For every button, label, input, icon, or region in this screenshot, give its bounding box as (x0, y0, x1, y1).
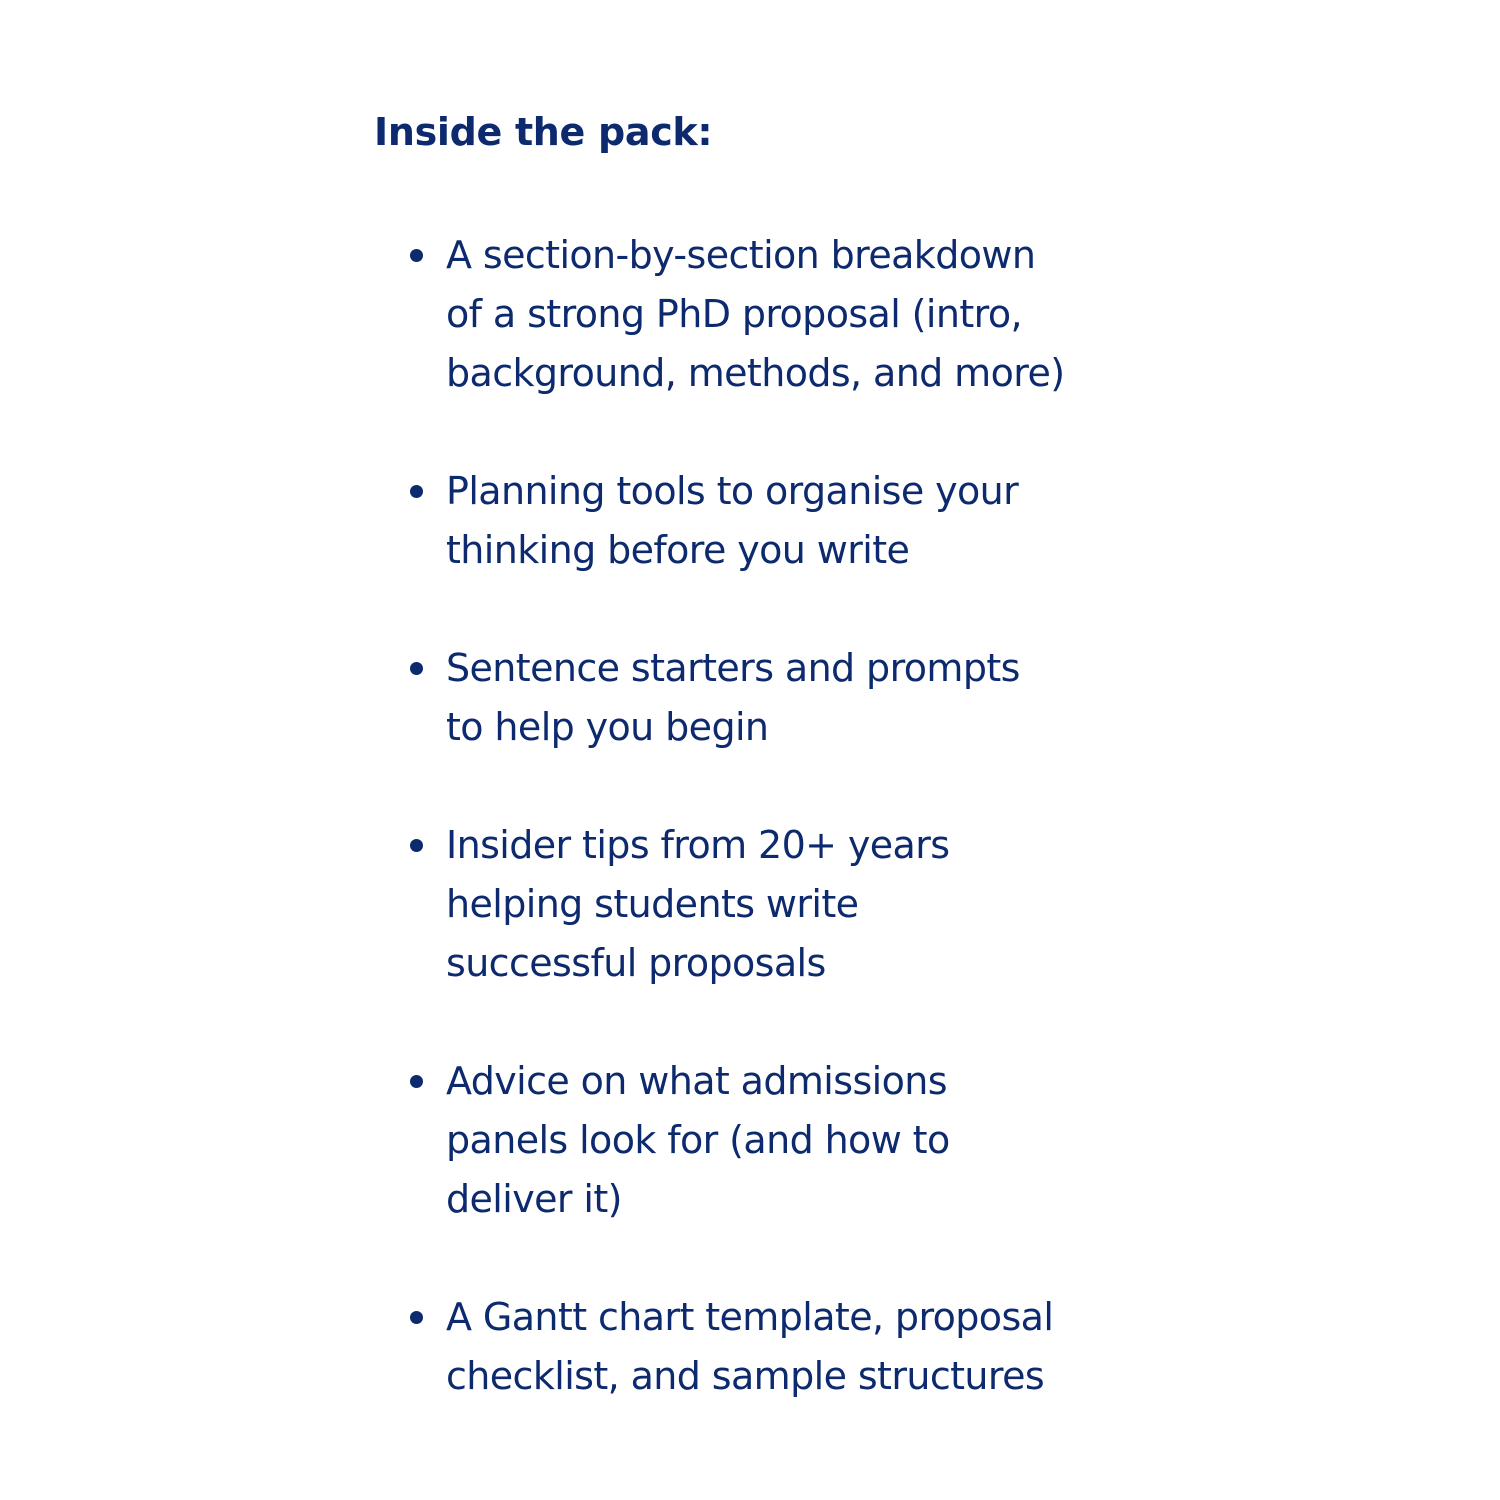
list-item-line: of a strong PhD proposal (intro, (446, 292, 1022, 336)
list-item-line: to help you begin (446, 705, 769, 749)
list-item-line: Insider tips from 20+ years (446, 823, 950, 867)
list-item (374, 1288, 1174, 1406)
list-item (374, 816, 1174, 993)
list-item-line: successful proposals (446, 941, 826, 985)
list-item (374, 1052, 1174, 1229)
list-item (374, 639, 1174, 757)
list-item-line: deliver it) (446, 1177, 622, 1221)
list-item (374, 226, 1174, 403)
list-item-line: A Gantt chart template, proposal (446, 1295, 1054, 1339)
bullet-icon (410, 1311, 423, 1324)
bullet-icon (410, 839, 423, 852)
list-item-line: panels look for (and how to (446, 1118, 950, 1162)
content-block (374, 108, 1174, 1406)
bullet-icon (410, 249, 423, 262)
page-heading: Inside the pack: (374, 110, 713, 154)
bullet-icon (410, 485, 423, 498)
list-item-line: thinking before you write (446, 528, 910, 572)
list-item-line: Advice on what admissions (446, 1059, 947, 1103)
feature-list (374, 226, 1174, 1406)
list-item-line: Sentence starters and prompts (446, 646, 1020, 690)
list-item-line: helping students write (446, 882, 859, 926)
list-item-line: checklist, and sample structures (446, 1354, 1045, 1398)
bullet-icon (410, 662, 423, 675)
list-item-line: A section-by-section breakdown (446, 233, 1036, 277)
list-item-line: Planning tools to organise your (446, 469, 1019, 513)
list-item (374, 462, 1174, 580)
list-item-line: background, methods, and more) (446, 351, 1065, 395)
bullet-icon (410, 1075, 423, 1088)
